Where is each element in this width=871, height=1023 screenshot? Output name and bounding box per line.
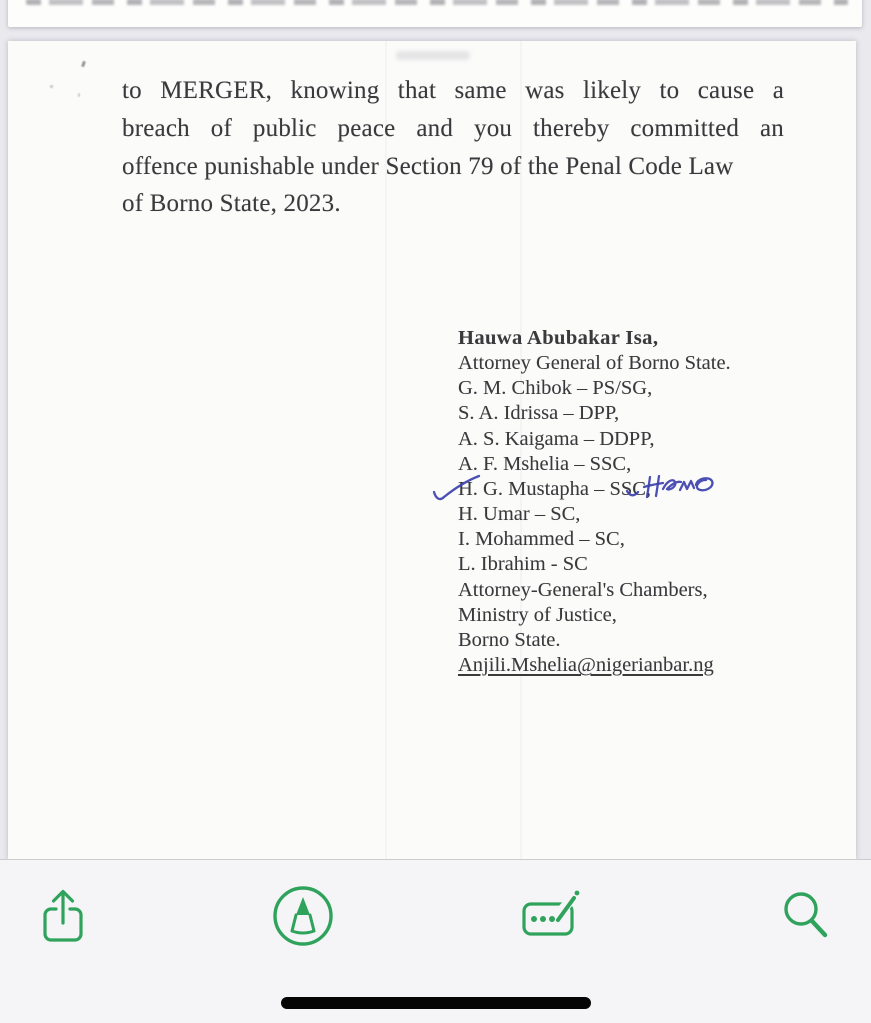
paragraph-line: breach of public peace and you thereby committed an <box>122 114 784 142</box>
scan-speck <box>78 93 80 97</box>
markup-icon <box>272 885 334 947</box>
scan-speck <box>49 84 53 88</box>
previous-page-fragment[interactable] <box>8 0 862 27</box>
share-icon <box>40 887 86 945</box>
scan-speck <box>81 61 86 68</box>
search-icon <box>780 889 832 943</box>
signature-line: Ministry of Justice, <box>458 603 617 626</box>
signature-line: A. F. Mshelia – SSC, <box>458 452 632 475</box>
signature-line: I. Mohammed – SC, <box>458 528 625 551</box>
markup-button[interactable] <box>265 878 341 954</box>
signature-line: Borno State. <box>458 628 561 651</box>
search-button[interactable] <box>768 878 844 954</box>
signature-line: Attorney General of Borno State. <box>458 352 731 375</box>
cutoff-text-smear <box>26 0 848 5</box>
signature-line: H. G. Mustapha – SSC, <box>458 477 652 500</box>
share-button[interactable] <box>25 878 101 954</box>
signature-line: Attorney-General's Chambers, <box>458 578 708 601</box>
signatory-name: Hauwa Abubakar Isa, <box>458 327 659 349</box>
document-page[interactable] <box>8 41 856 859</box>
bleed-through-mark <box>396 51 470 60</box>
paragraph-line: offence punishable under Section 79 of the Penal Code Law <box>122 152 734 180</box>
charge-paragraph <box>122 72 784 223</box>
paragraph-line: of Borno State, 2023. <box>122 190 341 218</box>
form-fill-icon <box>520 889 584 943</box>
signature-line: S. A. Idrissa – DPP, <box>458 402 620 425</box>
paragraph-line: to MERGER, knowing that same was likely to cause a <box>122 77 784 104</box>
signature-line: H. Umar – SC, <box>458 503 581 526</box>
signature-block <box>458 326 731 678</box>
email-link[interactable]: Anjili.Mshelia@nigerianbar.ng <box>458 654 714 677</box>
signature-line: L. Ibrahim - SC <box>458 553 588 576</box>
home-indicator[interactable] <box>281 997 591 1009</box>
signature-line: A. S. Kaigama – DDPP, <box>458 427 655 450</box>
form-fill-button[interactable] <box>514 878 590 954</box>
signature-line: G. M. Chibok – PS/SG, <box>458 377 653 400</box>
